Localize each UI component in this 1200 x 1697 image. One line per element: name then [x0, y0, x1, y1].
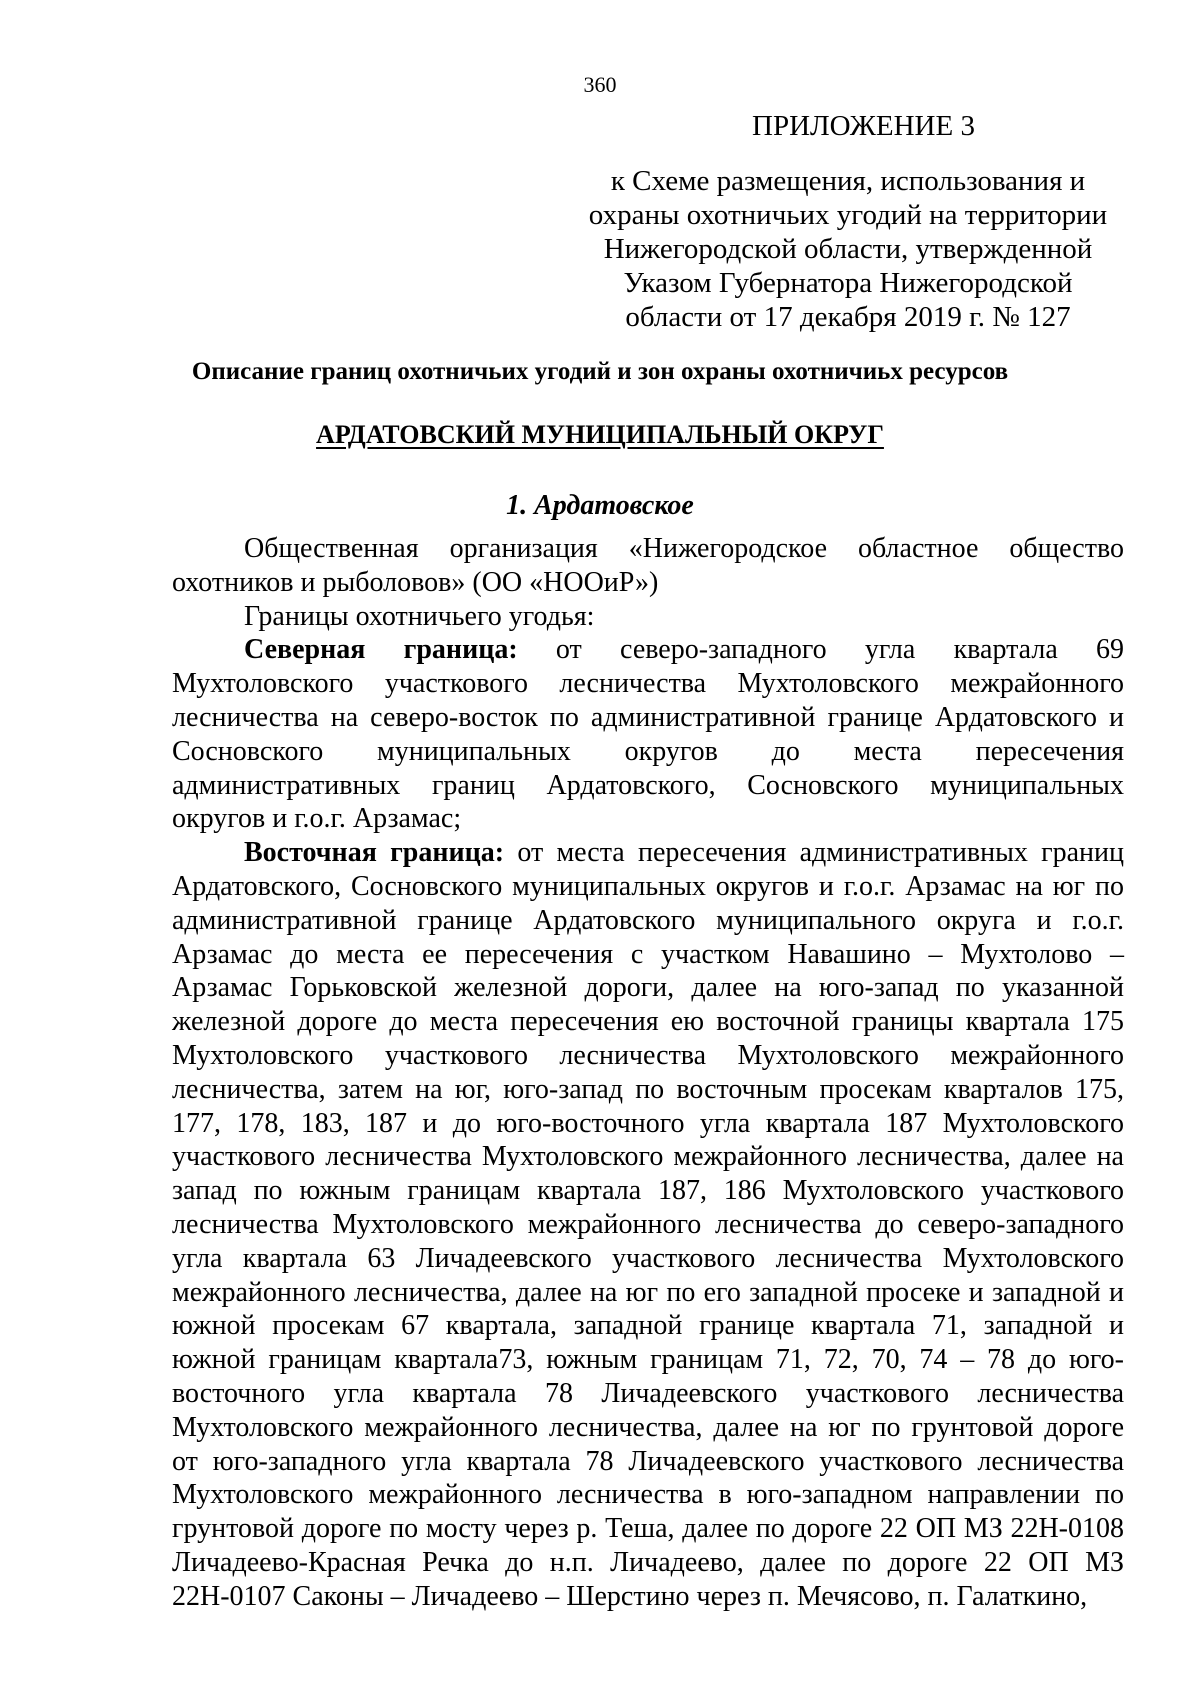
north-border-label: Северная граница: [244, 634, 518, 666]
appendix-ref-line: к Схеме размещения, использования и [610, 165, 1086, 197]
north-border-paragraph [172, 633, 1124, 836]
document-body [172, 532, 1124, 1614]
appendix-title: ПРИЛОЖЕНИЕ 3 [752, 110, 975, 142]
appendix-ref-line: Нижегородской области, утвержденной [603, 233, 1093, 265]
east-border-label: Восточная граница: [244, 837, 505, 869]
east-border-text: от места пересечения административных границ Ардатовского, Сосновского муниципальных округов и г.о.г. Арзамас на юг по административной границе Ардатовского муниципального округа и г.о.г. Арзамас до места ее пересечения с участком Навашино – Мухтолово – Арзамас Горьковской железной дороги, далее на юго-запад по указанной железной дороге до места пересечения ею восточной границы квартала 175 Мухтоловского участкового лесничества Мухтоловского межрайонного лесничества, затем на юг, юго-запад по восточным просекам кварталов 175, 177, 178, 183, 187 и до юго-восточного угла квартала 187 Мухтоловского участкового лесничества Мухтоловского межрайонного лесничества, далее на запад по южным границам квартала 187, 186 Мухтоловского участкового лесничества Мухтоловского межрайонного лесничества до северо-западного угла квартала 63 Личадеевского участкового лесничества Мухтоловского межрайонного лесничества, далее на юг по его западной просеке и западной и южной просекам 67 квартала, западной границе квартала 71, западной и южной границам квартала73, южным границам 71, 72, 70, 74 – 78 до юго-восточного угла квартала 78 Личадеевского участкового лесничества Мухтоловского межрайонного лесничества, далее на юг по грунтовой дороге от юго-западного угла квартала 78 Личадеевского участкового лесничества Мухтоловского межрайонного лесничества в юго-западном направлении по грунтовой дороге по мосту через р. Теша, далее по дороге 22 ОП МЗ 22Н-0108 Личадеево-Красная Речка до н.п. Личадеево, далее по дороге 22 ОП МЗ 22Н-0107 Саконы – Личадеево – Шерстино через п. Мечясово, п. Галаткино, [172, 837, 1124, 1612]
page-number: 360 [583, 72, 617, 97]
organization-paragraph: Общественная организация «Нижегородское областное общество охотников и рыболовов» (ОО «НООиР») [172, 533, 1124, 598]
document-heading: Описание границ охотничьих угодий и зон охраны охотничиьх ресурсов [191, 358, 1009, 385]
appendix-ref-line: охраны охотничьих угодий на территории [588, 199, 1108, 231]
district-title: АРДАТОВСКИЙ МУНИЦИПАЛЬНЫЙ ОКРУГ [316, 420, 884, 449]
section-title: 1. Ардатовское [506, 490, 694, 521]
north-border-text: от северо-западного угла квартала 69 Мухтоловского участкового лесничества Мухтоловского межрайонного лесничества на северо-восток по административной границе Ардатовского и Сосновского муниципальных округов до места пересечения административных границ Ардатовского, Сосновского муниципальных округов и г.о.г. Арзамас; [172, 634, 1124, 835]
borders-intro-paragraph: Границы охотничьего угодья: [244, 600, 595, 632]
east-border-paragraph [172, 836, 1124, 1613]
appendix-reference [588, 164, 1108, 334]
appendix-ref-line: Указом Губернатора Нижегородской [623, 267, 1073, 299]
appendix-ref-line: области от 17 декабря 2019 г. № 127 [625, 301, 1071, 333]
